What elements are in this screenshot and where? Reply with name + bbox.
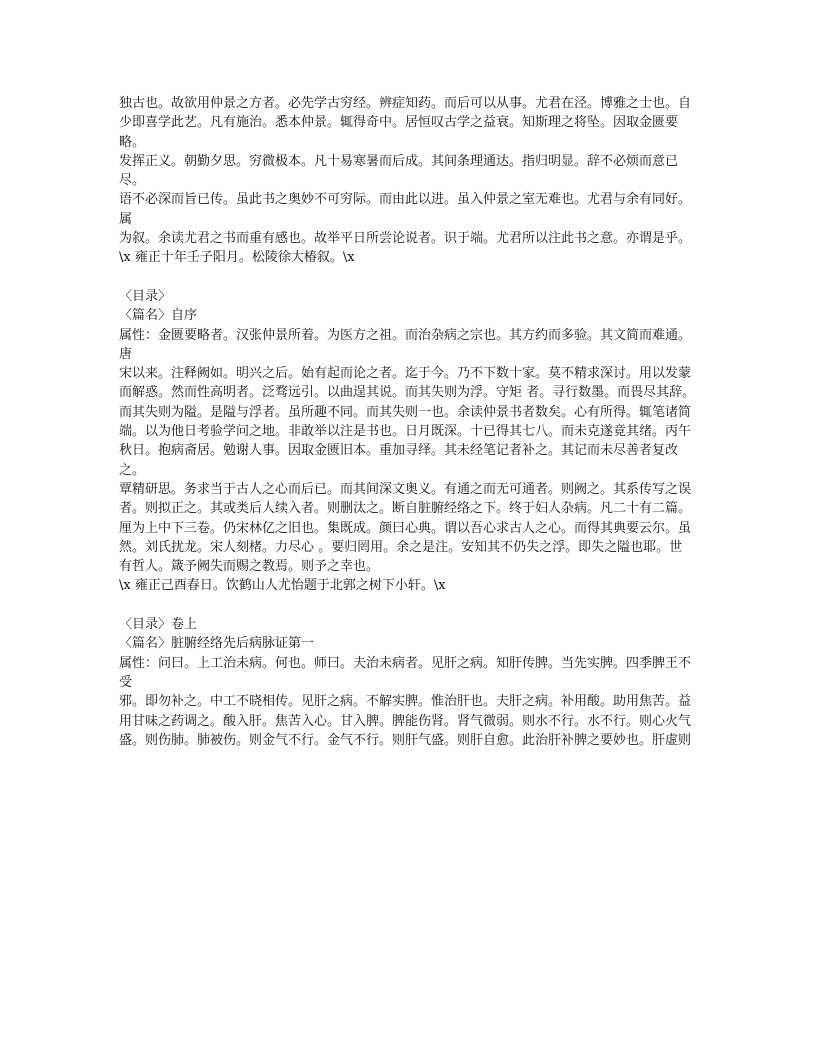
text-line: 而解惑。然而性高明者。泛骛远引。以曲逞其说。而其失则为浮。守矩 者。寻行数墨。而畏尽其辞。	[119, 385, 696, 401]
document-page	[119, 94, 699, 750]
self-preface-block	[119, 287, 699, 596]
volume-one-block	[119, 615, 699, 750]
text-line: 盛。则伤肺。肺被伤。则金气不行。金气不行。则肝气盛。则肝自愈。此治肝补脾之要妙也。肝虚则	[119, 732, 692, 748]
text-line: 覃精研思。务求当于古人之心而后已。而其间深文奥义。有通之而无可通者。则阙之。其系传写之误	[119, 481, 692, 497]
text-line: 为叙。余读尤君之书而重有感也。故举平日所尝论说者。识于端。尤君所以注此书之意。亦谓是乎。	[119, 231, 692, 247]
text-line: 语不必深而旨已传。虽此书之奥妙不可穷际。而由此以进。虽入仲景之室无难也。尤君与余有同好。属	[119, 192, 692, 227]
text-line: 属性：问曰。上工治未病。何也。师曰。夫治未病者。见肝之病。知肝传脾。当先实脾。四季脾王不受	[119, 655, 692, 690]
text-line: 秋日。抱病斋居。勉谢人事。因取金匮旧本。重加寻绎。其未经笔记者补之。其记而未尽善者复改之。	[119, 443, 679, 478]
text-line: 独古也。故欲用仲景之方者。必先学古穷经。辨症知药。而后可以从事。尤君在泾。博雅之士也。自	[119, 96, 692, 111]
signature-line: \x 雍正己酉春日。饮鹤山人尤怡题于北郭之树下小轩。\x	[119, 578, 446, 594]
text-line: 宋以来。注释阙如。明兴之后。始有起而论之者。迄于今。乃不下数十家。莫不精求深讨。用以发蒙	[119, 366, 692, 382]
text-line: 然。刘氏扰龙。宋人刻楮。力尽心 。要归罔用。余之是注。安知其不仍失之浮。即失之隘也耶。世	[119, 539, 683, 555]
blank-spacer	[119, 596, 699, 615]
preface-continuation-block	[119, 94, 699, 268]
text-line: 邪。即勿补之。中工不晓相传。见肝之病。不解实脾。惟治肝也。夫肝之病。补用酸。助用焦苦。益	[119, 694, 692, 710]
text-line: 者。则拟正之。其或类后人续入者。则删汰之。断自脏腑经络之下。终于妇人杂病。凡二十有二篇。	[119, 501, 692, 517]
chapter-title: 〈篇名〉自序	[119, 308, 198, 324]
signature-line: \x 雍正十年壬子阳月。松陵徐大椿叙。\x	[119, 250, 355, 266]
text-line: 而其失则为隘。是隘与浮者。虽所趣不同。而其失则一也。余读仲景书者数矣。心有所得。辄笔诸简	[119, 404, 692, 420]
text-line: 端。以为他日考验学问之地。非敢举以注是书也。日月既深。十已得其七八。而未克遂竟其绪。丙午	[119, 424, 692, 440]
chapter-title: 〈篇名〉脏腑经络先后病脉证第一	[119, 636, 315, 652]
text-line: 少即喜学此艺。凡有施治。悉本仲景。辄得奇中。居恒叹古学之益衰。知斯理之将坠。因取金匮要略。	[119, 115, 679, 150]
text-line: 用甘味之药调之。酸入肝。焦苦入心。甘入脾。脾能伤肾。肾气微弱。则水不行。水不行。则心火气	[119, 713, 692, 729]
catalog-tag: 〈目录〉卷上	[119, 617, 198, 633]
catalog-tag: 〈目录〉	[119, 288, 172, 304]
text-line: 有哲人。箴予阙失而赐之教焉。则予之幸也。	[119, 559, 380, 575]
blank-spacer	[119, 268, 699, 287]
text-line: 发挥正义。朝勤夕思。穷微极本。凡十易寒暑而后成。其间条理通达。指归明显。辞不必烦而意已尽。	[119, 153, 679, 189]
text-line: 厘为上中下三卷。仍宋林亿之旧也。集既成。颜曰心典。谓以吾心求古人之心。而得其典要云尔。虽	[119, 520, 692, 536]
text-line: 属性：金匮要略者。汉张仲景所着。为医方之祖。而治杂病之宗也。其方约而多验。其文简而难通。唐	[119, 327, 692, 362]
